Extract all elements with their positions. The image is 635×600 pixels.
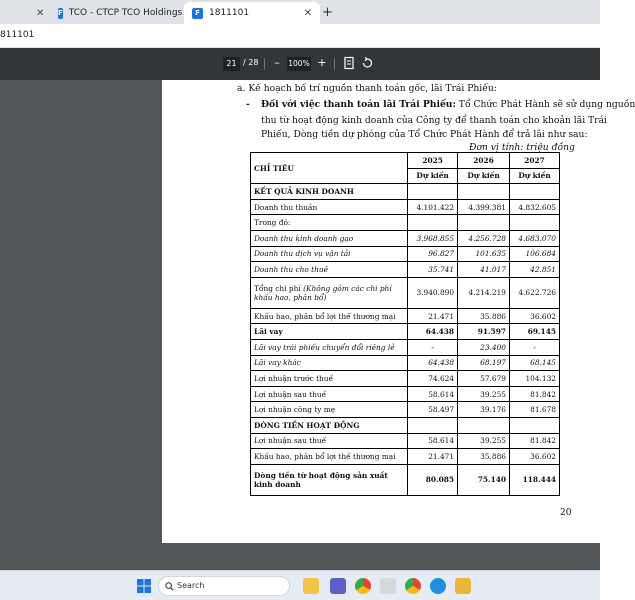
- row-value: 3.968.855: [408, 230, 458, 246]
- teams-icon[interactable]: [330, 578, 346, 594]
- row-value: [510, 417, 560, 433]
- row-value: 64.438: [408, 355, 458, 371]
- row-value: 36.602: [510, 308, 560, 324]
- row-label-text: Lãi vay: [254, 327, 283, 337]
- edge-icon[interactable]: [430, 578, 446, 594]
- row-value: [458, 417, 510, 433]
- row-label: [251, 417, 408, 433]
- table-row: [251, 184, 560, 200]
- row-value: 4.832.605: [510, 199, 560, 215]
- row-value: 39.255: [458, 386, 510, 402]
- row-value: [510, 215, 560, 231]
- row-label: [251, 386, 408, 402]
- row-label: [251, 277, 408, 308]
- row-label: [251, 355, 408, 371]
- row-label: [251, 449, 408, 465]
- fit-page-icon[interactable]: [342, 56, 356, 70]
- header-year: 2026: [458, 153, 510, 169]
- row-label-text: Lợi nhuận công ty mẹ: [254, 405, 336, 415]
- page-number: 20: [560, 508, 572, 518]
- chrome-icon[interactable]: [355, 578, 371, 594]
- row-value: 91.597: [458, 324, 510, 340]
- row-value: [408, 215, 458, 231]
- table-row: [251, 449, 560, 465]
- row-value: 58.614: [408, 433, 458, 449]
- row-value: 3.940.890: [408, 277, 458, 308]
- row-value: [458, 215, 510, 231]
- financial-table: [250, 152, 560, 496]
- row-label: [251, 199, 408, 215]
- row-label: [251, 246, 408, 262]
- browser-tab-active[interactable]: [184, 2, 320, 24]
- header-plan: Dự kiến: [408, 168, 458, 184]
- pdf-toolbar: [0, 48, 600, 80]
- row-value: 69.145: [510, 324, 560, 340]
- row-label: [251, 215, 408, 231]
- rotate-icon[interactable]: [360, 56, 374, 70]
- row-value: -: [408, 339, 458, 355]
- header-plan: Dự kiến: [510, 168, 560, 184]
- table-row: [251, 199, 560, 215]
- table-row: [251, 402, 560, 418]
- row-label-text: Doanh thu kinh doanh gạo: [254, 233, 354, 243]
- row-value: 35.886: [458, 308, 510, 324]
- row-label-text: Trong đó:: [254, 218, 291, 228]
- row-value: 96.827: [408, 246, 458, 262]
- browser-tab-0[interactable]: [0, 2, 50, 24]
- row-label: [251, 464, 408, 495]
- paragraph-bold: Đối với việc thanh toán lãi Trái Phiếu:: [261, 99, 456, 110]
- row-label-text: Khấu hao, phân bổ lợi thế thương mại: [254, 311, 396, 321]
- row-value: 106.684: [510, 246, 560, 262]
- row-value: 4.214.219: [458, 277, 510, 308]
- table-row: [251, 371, 560, 387]
- row-value: 41.017: [458, 262, 510, 278]
- row-value: 104.132: [510, 371, 560, 387]
- pdf-favicon-icon: F: [192, 8, 203, 19]
- table-row: [251, 386, 560, 402]
- row-label-text: Doanh thu thuần: [254, 202, 318, 212]
- header-chi-tieu: CHỈ TIÊU: [251, 153, 408, 184]
- row-value: 39.255: [458, 433, 510, 449]
- table-row: [251, 215, 560, 231]
- row-label-text: DÒNG TIỀN HOẠT ĐỘNG: [254, 420, 360, 430]
- row-value: -: [510, 339, 560, 355]
- table-row: [251, 230, 560, 246]
- table-row: [251, 308, 560, 324]
- row-label: [251, 402, 408, 418]
- row-value: 42.851: [510, 262, 560, 278]
- browser-tab-tco[interactable]: [50, 2, 184, 24]
- row-label-text: KẾT QUẢ KINH DOANH: [254, 186, 354, 196]
- row-value: 58.497: [408, 402, 458, 418]
- paragraph-line-3: Phiếu, Dòng tiền dự phóng của Tổ Chức Phát Hành để trả lãi như sau:: [261, 129, 588, 140]
- row-value: 4.399.381: [458, 199, 510, 215]
- row-value: 21.471: [408, 449, 458, 465]
- row-value: 35.886: [458, 449, 510, 465]
- table-row: [251, 324, 560, 340]
- row-label: [251, 184, 408, 200]
- row-label: [251, 339, 408, 355]
- paragraph-rest: Tổ Chức Phát Hành sẽ sử dụng nguồn: [455, 99, 635, 110]
- taskbar: [0, 570, 600, 600]
- row-value: 81.842: [510, 433, 560, 449]
- close-tab-icon[interactable]: ✕: [36, 7, 45, 19]
- table-row: [251, 246, 560, 262]
- search-icon: [165, 582, 174, 591]
- url-text[interactable]: 811101: [0, 30, 35, 40]
- page-number-input[interactable]: 21: [223, 57, 240, 71]
- table-row: [251, 433, 560, 449]
- row-value: 101.635: [458, 246, 510, 262]
- row-value: 68.197: [458, 355, 510, 371]
- paragraph-line-1: [261, 99, 635, 110]
- row-value: 4.256.728: [458, 230, 510, 246]
- zoom-in-button[interactable]: +: [317, 56, 327, 69]
- tab-title: TCO - CTCP TCO Holdings: [68, 8, 183, 18]
- row-value: 75.140: [458, 464, 510, 495]
- tab-title: 1811101: [209, 8, 250, 18]
- table-row: [251, 355, 560, 371]
- table-row: [251, 277, 560, 308]
- row-value: 68.145: [510, 355, 560, 371]
- row-value: [408, 417, 458, 433]
- pdf-favicon-icon: F: [58, 8, 63, 17]
- row-label-note: (Không gồm các chi phí khấu hao, phân bổ): [254, 283, 392, 302]
- row-value: [408, 184, 458, 200]
- row-value: 118.444: [510, 464, 560, 495]
- row-label-text: Tổng chi phí: [254, 283, 301, 293]
- row-value: 58.614: [408, 386, 458, 402]
- row-value: 21.471: [408, 308, 458, 324]
- row-label-text: Lợi nhuận sau thuế: [254, 389, 327, 399]
- row-value: [510, 184, 560, 200]
- windows-start-icon[interactable]: [137, 579, 151, 593]
- row-label: [251, 262, 408, 278]
- table-row: [251, 464, 560, 495]
- row-label-text: Lãi vay trái phiếu chuyển đổi riêng lẻ: [254, 342, 395, 352]
- row-value: 57.679: [458, 371, 510, 387]
- section-heading: a. Kế hoạch bố trí nguồn thanh toán gốc, lãi Trái Phiếu:: [237, 83, 497, 94]
- row-value: 23.400: [458, 339, 510, 355]
- row-label: [251, 230, 408, 246]
- row-value: 35.741: [408, 262, 458, 278]
- row-value: 64.438: [408, 324, 458, 340]
- row-label-text: Lợi nhuận trước thuế: [254, 373, 334, 383]
- row-value: 39.176: [458, 402, 510, 418]
- row-label: [251, 308, 408, 324]
- row-label-text: Khấu hao, phân bổ lợi thế thương mại: [254, 451, 396, 461]
- zoom-out-button[interactable]: –: [274, 56, 280, 69]
- row-value: 4.683.070: [510, 230, 560, 246]
- row-label-text: Dòng tiền từ hoạt động sản xuất kinh doanh: [254, 470, 388, 489]
- table-row: [251, 339, 560, 355]
- header-year: 2025: [408, 153, 458, 169]
- row-label: [251, 433, 408, 449]
- new-tab-button[interactable]: +: [322, 5, 333, 20]
- search-label: Search: [177, 581, 205, 590]
- unit-note: Đơn vị tính: triệu đồng: [469, 142, 575, 153]
- close-tab-icon[interactable]: ✕: [303, 7, 312, 19]
- chrome-icon[interactable]: [405, 578, 421, 594]
- row-value: 4.622.726: [510, 277, 560, 308]
- row-label: [251, 324, 408, 340]
- row-label-text: Doanh thu cho thuê: [254, 264, 329, 274]
- tab-strip: [0, 0, 600, 24]
- toolbar-divider: [334, 58, 335, 70]
- toolbar-divider: [264, 58, 265, 70]
- file-explorer-icon[interactable]: [303, 578, 319, 594]
- row-value: 74.624: [408, 371, 458, 387]
- row-label-text: Lãi vay khác: [254, 358, 301, 368]
- bullet-dash: -: [246, 99, 250, 110]
- taskbar-search[interactable]: [158, 576, 290, 596]
- row-value: [458, 184, 510, 200]
- paragraph-line-2: thu từ hoạt động kinh doanh của Công ty để thanh toán cho khoản lãi Trái: [261, 115, 607, 126]
- page-total: / 28: [243, 58, 259, 67]
- table-row: [251, 417, 560, 433]
- zoom-input[interactable]: 100%: [287, 57, 311, 71]
- row-label: [251, 371, 408, 387]
- header-plan: Dự kiến: [458, 168, 510, 184]
- row-value: 81.678: [510, 402, 560, 418]
- row-value: 81.842: [510, 386, 560, 402]
- mail-icon[interactable]: [380, 578, 396, 594]
- row-label-text: Lợi nhuận sau thuế: [254, 436, 327, 446]
- row-value: 80.085: [408, 464, 458, 495]
- table-row: [251, 262, 560, 278]
- row-label-text: Doanh thu dịch vụ vận tải: [254, 249, 351, 259]
- folder-icon[interactable]: [455, 578, 471, 594]
- row-value: 4.101.422: [408, 199, 458, 215]
- header-year: 2027: [510, 153, 560, 169]
- address-bar: [0, 24, 600, 48]
- row-value: 36.602: [510, 449, 560, 465]
